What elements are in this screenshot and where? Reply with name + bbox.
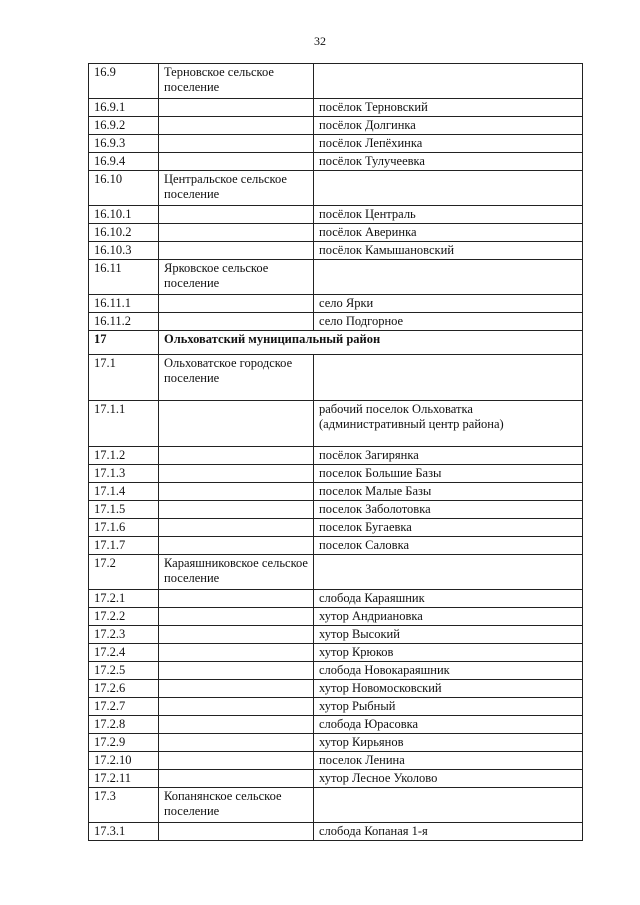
unit-cell: Копанянское сельское поселение [159,788,314,823]
unit-cell [159,537,314,555]
unit-cell [159,153,314,171]
table-row [89,734,583,752]
code-cell: 17.1 [89,355,159,401]
code-cell: 17.2.9 [89,734,159,752]
unit-cell: Караяшниковское сельское поселение [159,555,314,590]
table-row [89,355,583,401]
code-cell: 17.2.11 [89,770,159,788]
settlement-cell: посёлок Аверинка [314,224,583,242]
table-row [89,295,583,313]
code-cell: 16.10.1 [89,206,159,224]
settlement-cell [314,788,583,823]
code-cell: 17.2.3 [89,626,159,644]
unit-cell [159,519,314,537]
table-row [89,260,583,295]
settlement-cell [314,260,583,295]
unit-cell [159,770,314,788]
code-cell: 16.11.2 [89,313,159,331]
table-row [89,64,583,99]
code-cell: 17.1.6 [89,519,159,537]
unit-cell [159,644,314,662]
table-row [89,770,583,788]
table-row [89,447,583,465]
unit-cell: Ольховатское городское поселение [159,355,314,401]
code-cell: 16.11 [89,260,159,295]
unit-cell [159,401,314,447]
table-row [89,153,583,171]
settlement-cell: поселок Большие Базы [314,465,583,483]
settlement-cell: поселок Бугаевка [314,519,583,537]
code-cell: 17.1.1 [89,401,159,447]
code-cell: 17.1.2 [89,447,159,465]
unit-cell [159,313,314,331]
table-row [89,224,583,242]
table-row [89,331,583,355]
table-row [89,206,583,224]
table-row [89,99,583,117]
unit-cell [159,716,314,734]
code-cell: 17 [89,331,159,355]
unit-cell [159,295,314,313]
code-cell: 17.2.5 [89,662,159,680]
code-cell: 16.11.1 [89,295,159,313]
table-row [89,135,583,153]
table-row [89,465,583,483]
code-cell: 16.9.2 [89,117,159,135]
settlement-cell: посёлок Лепёхинка [314,135,583,153]
settlement-cell: хутор Рыбный [314,698,583,716]
code-cell: 16.9 [89,64,159,99]
table-row [89,823,583,841]
settlements-table [88,63,583,841]
table-row [89,680,583,698]
code-cell: 17.3.1 [89,823,159,841]
table-row [89,401,583,447]
page-number: 32 [314,34,326,48]
table-row [89,117,583,135]
table-row [89,590,583,608]
code-cell: 17.2.10 [89,752,159,770]
code-cell: 17.2.2 [89,608,159,626]
unit-cell [159,99,314,117]
code-cell: 16.10.2 [89,224,159,242]
unit-cell: Ольховатский муниципальный район [159,331,583,355]
unit-cell [159,590,314,608]
unit-cell [159,242,314,260]
settlement-cell: хутор Новомосковский [314,680,583,698]
table-row [89,555,583,590]
table-row [89,698,583,716]
code-cell: 16.10 [89,171,159,206]
settlement-cell [314,555,583,590]
unit-cell [159,483,314,501]
unit-cell [159,752,314,770]
settlement-cell: поселок Малые Базы [314,483,583,501]
unit-cell [159,117,314,135]
settlement-cell: поселок Ленина [314,752,583,770]
settlement-cell: хутор Кирьянов [314,734,583,752]
table-row [89,608,583,626]
settlement-cell: посёлок Загирянка [314,447,583,465]
settlement-cell: слобода Караяшник [314,590,583,608]
settlement-cell: посёлок Камышановский [314,242,583,260]
unit-cell [159,680,314,698]
code-cell: 17.2.6 [89,680,159,698]
table-row [89,313,583,331]
unit-cell [159,823,314,841]
unit-cell: Терновское сельское поселение [159,64,314,99]
unit-cell [159,465,314,483]
table-row [89,662,583,680]
code-cell: 17.3 [89,788,159,823]
settlement-cell: слобода Новокараяшник [314,662,583,680]
settlement-cell: село Ярки [314,295,583,313]
unit-cell [159,698,314,716]
code-cell: 16.10.3 [89,242,159,260]
unit-cell [159,135,314,153]
code-cell: 17.1.3 [89,465,159,483]
settlement-cell: посёлок Тулучеевка [314,153,583,171]
unit-cell [159,224,314,242]
settlement-cell [314,355,583,401]
unit-cell [159,501,314,519]
table-row [89,626,583,644]
settlement-cell: слобода Юрасовка [314,716,583,734]
settlement-cell: посёлок Долгинка [314,117,583,135]
table-row [89,788,583,823]
settlement-cell: посёлок Терновский [314,99,583,117]
settlement-cell: хутор Крюков [314,644,583,662]
table-row [89,171,583,206]
table-row [89,716,583,734]
code-cell: 17.2.8 [89,716,159,734]
settlement-cell: хутор Лесное Уколово [314,770,583,788]
settlement-cell [314,171,583,206]
code-cell: 17.2.1 [89,590,159,608]
table-row [89,752,583,770]
settlements-table-body [89,64,583,841]
unit-cell: Центральское сельское поселение [159,171,314,206]
table-row [89,644,583,662]
code-cell: 17.1.5 [89,501,159,519]
settlement-cell: поселок Саловка [314,537,583,555]
code-cell: 17.1.7 [89,537,159,555]
settlement-cell: хутор Высокий [314,626,583,644]
settlement-cell: поселок Заболотовка [314,501,583,519]
table-row [89,483,583,501]
code-cell: 16.9.4 [89,153,159,171]
code-cell: 17.1.4 [89,483,159,501]
table-row [89,501,583,519]
settlement-cell: рабочий поселок Ольховатка (административный центр района) [314,401,583,447]
code-cell: 16.9.1 [89,99,159,117]
settlement-cell [314,64,583,99]
unit-cell [159,734,314,752]
code-cell: 17.2 [89,555,159,590]
code-cell: 17.2.4 [89,644,159,662]
unit-cell [159,608,314,626]
settlement-cell: село Подгорное [314,313,583,331]
code-cell: 16.9.3 [89,135,159,153]
settlement-cell: хутор Андриановка [314,608,583,626]
code-cell: 17.2.7 [89,698,159,716]
table-row [89,242,583,260]
unit-cell [159,206,314,224]
table-row [89,519,583,537]
unit-cell [159,662,314,680]
unit-cell: Ярковское сельское поселение [159,260,314,295]
settlement-cell: слобода Копаная 1-я [314,823,583,841]
table-row [89,537,583,555]
settlement-cell: посёлок Централь [314,206,583,224]
unit-cell [159,626,314,644]
unit-cell [159,447,314,465]
